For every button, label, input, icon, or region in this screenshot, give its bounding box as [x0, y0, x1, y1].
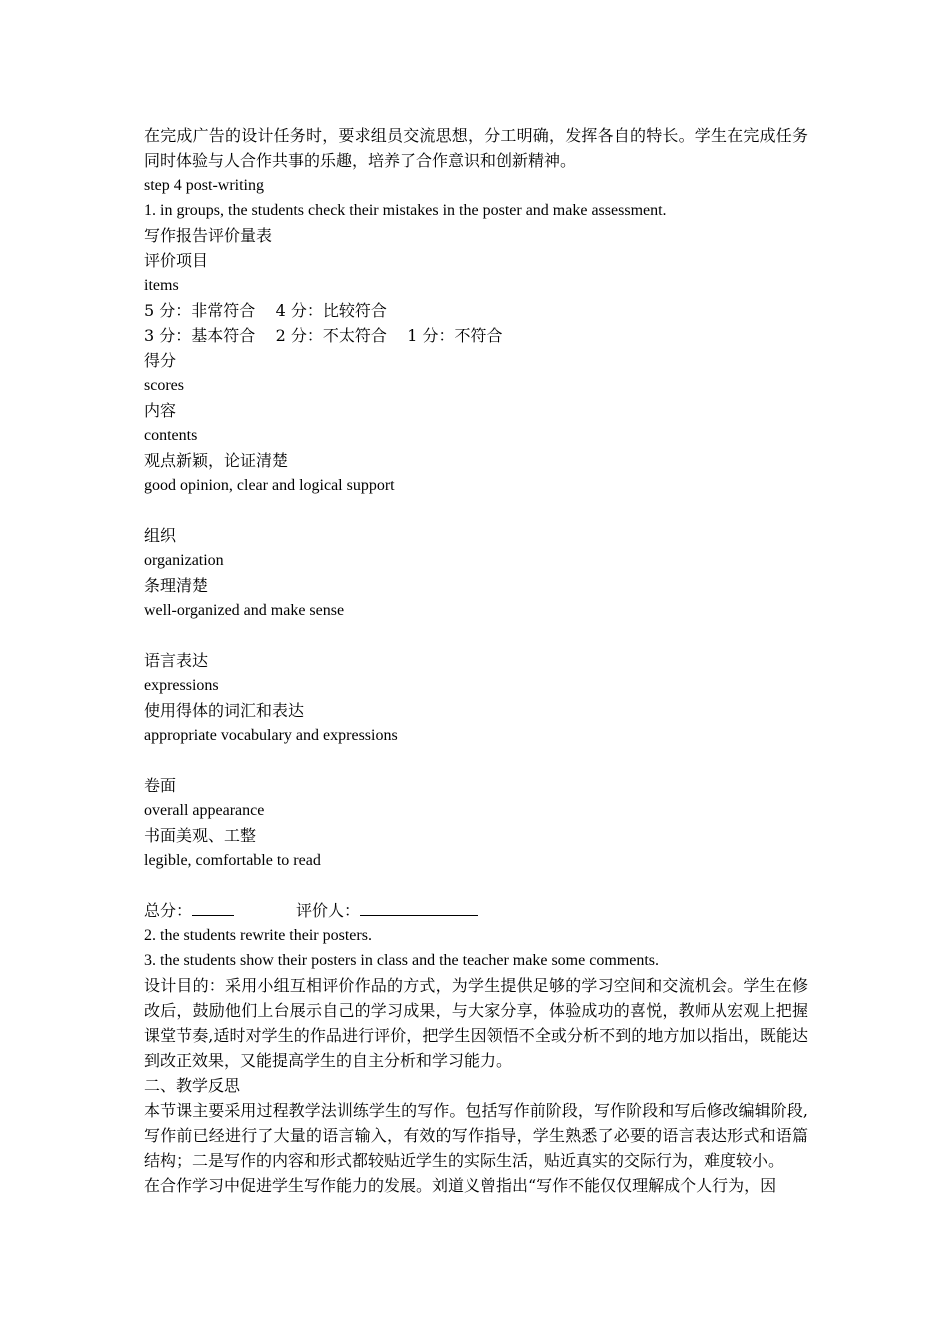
score-en: scores — [144, 377, 184, 394]
document-page — [144, 123, 808, 1198]
eval-items-en: items — [144, 277, 179, 294]
blank-line — [144, 623, 808, 648]
rubric-item-en: contents — [144, 427, 198, 444]
evaluator-label: 评价人： — [296, 901, 361, 920]
blank-line — [144, 873, 808, 898]
rubric-item-cn: 语言表达 — [144, 651, 209, 670]
eval-items-cn: 评价项目 — [144, 251, 209, 270]
rubric-desc-en: good opinion, clear and logical support — [144, 477, 395, 494]
rubric-item-cn: 卷面 — [144, 776, 177, 795]
rubric-item-cn: 组织 — [144, 526, 177, 545]
table-title: 写作报告评价量表 — [144, 226, 273, 245]
rubric-desc-cn: 条理清楚 — [144, 576, 209, 595]
rubric-item-en: organization — [144, 552, 224, 569]
total-score-line — [144, 898, 808, 923]
purpose-paragraph: 设计目的：采用小组互相评价作品的方式，为学生提供足够的学习空间和交流机会。学生在修改后，鼓励他们上台展示自己的学习成果，与大家分享，体验成功的喜悦，教师从宏观上把握课堂节奏,适时对学生的作品进行评价，把学生因领悟不全或分析不到的地方加以指出，既能达到改正效果，又能提高学生的自主分析和学习能力。 — [144, 976, 808, 1070]
last-line: 在合作学习中促进学生写作能力的发展。刘道义曾指出“写作不能仅仅理解成个人行为，因 — [144, 1176, 777, 1195]
rubric-desc-cn: 使用得体的词汇和表达 — [144, 701, 305, 720]
total-label: 总分： — [144, 901, 193, 920]
step4-item-1: 1. in groups, the students check their mistakes in the poster and make assessment. — [144, 202, 667, 219]
step4-heading: step 4 post-writing — [144, 177, 264, 194]
reflection-paragraph: 本节课主要采用过程教学法训练学生的写作。包括写作前阶段，写作阶段和写后修改编辑阶段,写作前已经进行了大量的语言输入，有效的写作指导，学生熟悉了必要的语言表达形式和语篇结构；二是写作的内容和形式都较贴近学生的实际生活，贴近真实的交际行为，难度较小。 — [144, 1101, 808, 1170]
evaluator-blank — [360, 899, 478, 916]
rubric-desc-cn: 书面美观、工整 — [144, 826, 257, 845]
score-cn: 得分 — [144, 351, 177, 370]
rubric-item-cn: 内容 — [144, 401, 177, 420]
rubric-item-en: overall appearance — [144, 802, 265, 819]
reflection-heading: 二、教学反思 — [144, 1076, 241, 1095]
rubric-desc-en: appropriate vocabulary and expressions — [144, 727, 398, 744]
rubric-desc-cn: 观点新颖，论证清楚 — [144, 451, 289, 470]
scale-line-2: 3 分：基本符合 2 分：不太符合 1 分：不符合 — [144, 326, 503, 345]
scale-line-1: 5 分：非常符合 4 分：比较符合 — [144, 301, 387, 320]
step4-item-3: 3. the students show their posters in class and the teacher make some comments. — [144, 952, 659, 969]
rubric-item-en: expressions — [144, 677, 219, 694]
total-score-blank — [192, 899, 234, 916]
rubric-desc-en: well-organized and make sense — [144, 602, 345, 619]
step4-item-2: 2. the students rewrite their posters. — [144, 927, 372, 944]
blank-line — [144, 748, 808, 773]
rubric-desc-en: legible, comfortable to read — [144, 852, 321, 869]
intro-paragraph: 在完成广告的设计任务时，要求组员交流思想，分工明确，发挥各自的特长。学生在完成任务同时体验与人合作共事的乐趣，培养了合作意识和创新精神。 — [144, 126, 808, 170]
blank-line — [144, 498, 808, 523]
